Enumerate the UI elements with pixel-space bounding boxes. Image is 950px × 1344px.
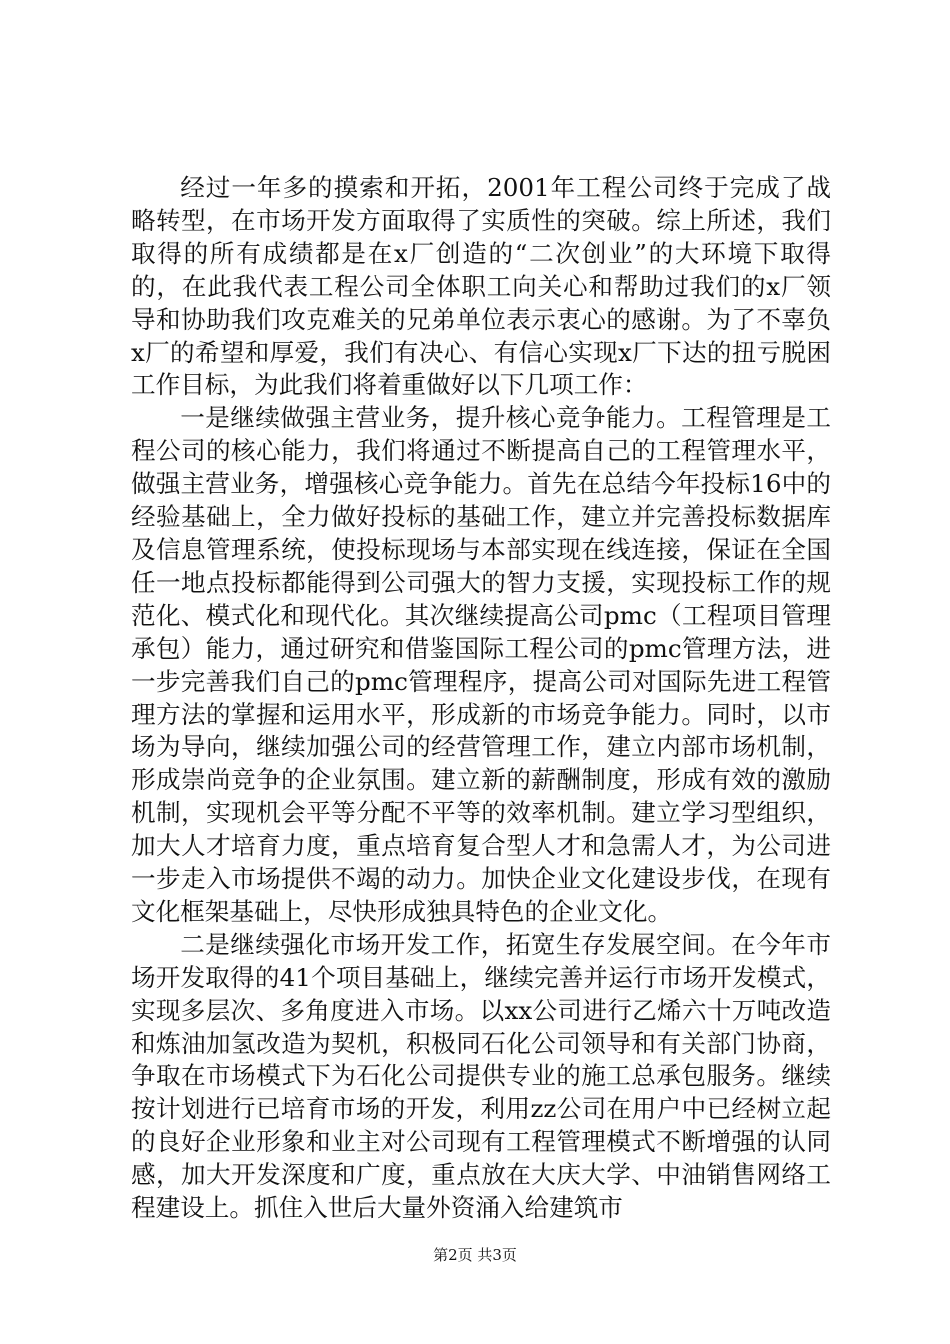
page-number: 第2页 共3页 xyxy=(433,1246,517,1264)
document-body xyxy=(131,172,831,1225)
paragraph-market-development: 二是继续强化市场开发工作，拓宽生存发展空间。在今年市场开发取得的41个项目基础上，继续完善并运行市场开发模式，实现多层次、多角度进入市场。以xx公司进行乙烯六十万吨改造和炼油加氢改造为契机，积极同石化公司领导和有关部门协商，争取在市场模式下为石化公司提供专业的施工总承包服务。继续按计划进行已培育市场的开发，利用zz公司在用户中已经树立起的良好企业形象和业主对公司现有工程管理模式不断增强的认同感，加大开发深度和广度，重点放在大庆大学、中油销售网络工程建设上。抓住入世后大量外资涌入给建筑市 xyxy=(131,929,831,1223)
paragraph-summary: 经过一年多的摸索和开拓，2001年工程公司终于完成了战略转型，在市场开发方面取得了实质性的突破。综上所述，我们取得的所有成绩都是在x厂创造的“二次创业”的大环境下取得的，在此我代表工程公司全体职工向关心和帮助过我们的x厂领导和协助我们攻克难关的兄弟单位表示衷心的感谢。为了不辜负x厂的希望和厚爱，我们有决心、有信心实现x厂下达的扭亏脱困工作目标，为此我们将着重做好以下几项工作： xyxy=(131,173,831,400)
page-footer xyxy=(0,1244,950,1265)
paragraph-core-business: 一是继续做强主营业务，提升核心竞争能力。工程管理是工程公司的核心能力，我们将通过不断提高自己的工程管理水平，做强主营业务，增强核心竞争能力。首先在总结今年投标16中的经验基础上，全力做好投标的基础工作，建立并完善投标数据库及信息管理系统，使投标现场与本部实现在线连接，保证在全国任一地点投标都能得到公司强大的智力支援，实现投标工作的规范化、模式化和现代化。其次继续提高公司pmc（工程项目管理承包）能力，通过研究和借鉴国际工程公司的pmc管理方法，进一步完善我们自己的pmc管理程序，提高公司对国际先进工程管理方法的掌握和运用水平，形成新的市场竞争能力。同时，以市场为导向，继续加强公司的经营管理工作，建立内部市场机制，形成崇尚竞争的企业氛围。建立新的薪酬制度，形成有效的激励机制，实现机会平等分配不平等的效率机制。建立学习型组织，加大人才培育力度，重点培育复合型人才和急需人才，为公司进一步走入市场提供不竭的动力。加快企业文化建设步伐，在现有文化框架基础上，尽快形成独具特色的企业文化。 xyxy=(131,403,831,926)
